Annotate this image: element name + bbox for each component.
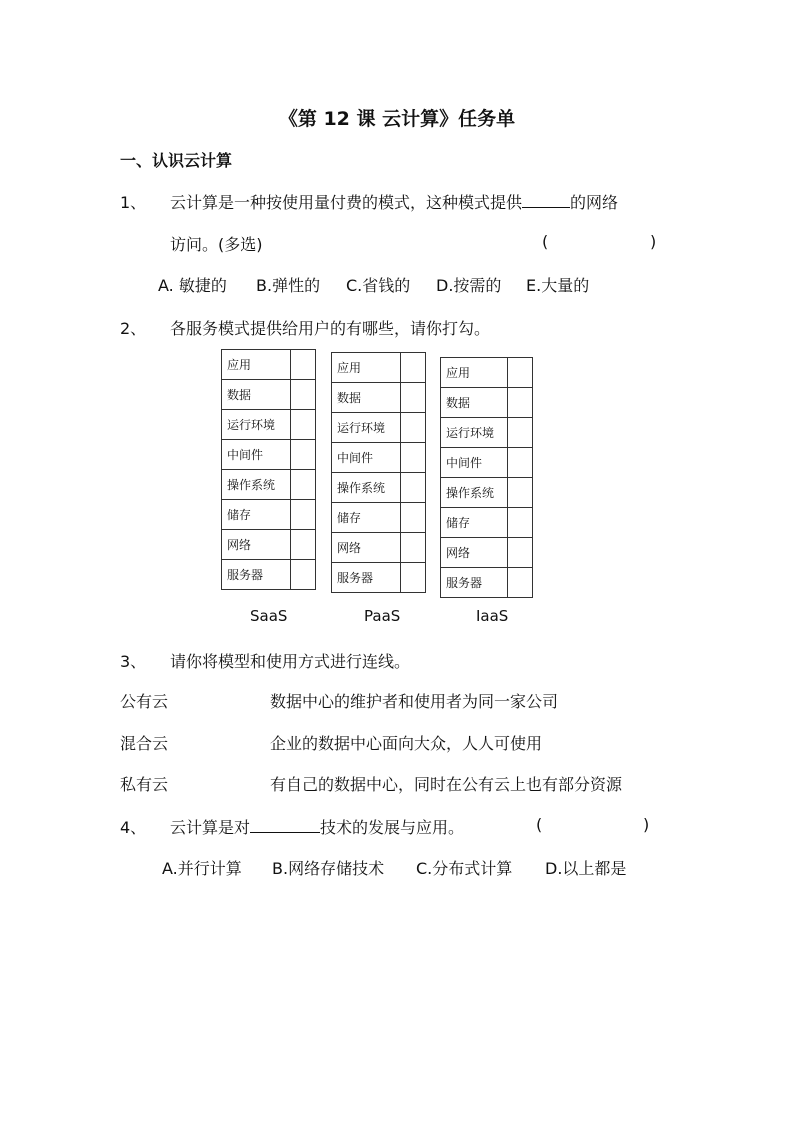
row-label: 储存 xyxy=(222,500,291,530)
q1-option-a[interactable]: A. 敏捷的 xyxy=(158,276,227,295)
check-cell[interactable] xyxy=(401,473,426,503)
row-label: 网络 xyxy=(332,533,401,563)
table-row xyxy=(441,448,533,478)
check-cell[interactable] xyxy=(508,478,533,508)
q3-right-3[interactable]: 有自己的数据中心，同时在公有云上也有部分资源 xyxy=(270,775,623,794)
q1-text-a: 云计算是一种按使用量付费的模式，这种模式提供 xyxy=(170,193,523,212)
check-cell[interactable] xyxy=(291,350,316,380)
table-row xyxy=(441,358,533,388)
row-label: 操作系统 xyxy=(441,478,508,508)
check-cell[interactable] xyxy=(401,383,426,413)
q3-left-private[interactable]: 私有云 xyxy=(120,775,169,794)
check-cell[interactable] xyxy=(508,388,533,418)
check-cell[interactable] xyxy=(401,533,426,563)
check-cell[interactable] xyxy=(291,470,316,500)
q4-blank[interactable] xyxy=(250,818,320,833)
row-label: 操作系统 xyxy=(332,473,401,503)
row-label: 运行环境 xyxy=(332,413,401,443)
check-cell[interactable] xyxy=(508,508,533,538)
row-label: 应用 xyxy=(441,358,508,388)
q4-text-a: 云计算是对 xyxy=(170,818,251,837)
q1-answer-box[interactable] xyxy=(556,232,646,252)
iaas-table xyxy=(440,357,533,598)
q3-right-2[interactable]: 企业的数据中心面向大众，人人可使用 xyxy=(270,734,543,753)
q4-text-b: 技术的发展与应用。 xyxy=(320,818,465,837)
q2-question: 各服务模式提供给用户的有哪些，请你打勾。 xyxy=(170,319,491,338)
q4-option-a[interactable]: A.并行计算 xyxy=(162,859,242,878)
q1-text-b: 的网络 xyxy=(570,193,619,212)
row-label: 数据 xyxy=(441,388,508,418)
row-label: 数据 xyxy=(332,383,401,413)
table-row xyxy=(222,380,316,410)
row-label: 应用 xyxy=(222,350,291,380)
table-row xyxy=(222,350,316,380)
table-row xyxy=(332,563,426,593)
table-row xyxy=(332,443,426,473)
check-cell[interactable] xyxy=(291,380,316,410)
saas-label: SaaS xyxy=(250,607,288,625)
row-label: 中间件 xyxy=(332,443,401,473)
q1-option-c[interactable]: C.省钱的 xyxy=(346,276,411,295)
paas-label: PaaS xyxy=(364,607,401,625)
q4-question xyxy=(170,815,464,838)
check-cell[interactable] xyxy=(291,410,316,440)
check-cell[interactable] xyxy=(508,538,533,568)
check-cell[interactable] xyxy=(291,440,316,470)
table-row xyxy=(222,410,316,440)
table-row xyxy=(332,503,426,533)
table-row xyxy=(441,478,533,508)
table-row xyxy=(222,560,316,590)
q4-option-b[interactable]: B.网络存储技术 xyxy=(272,859,385,878)
table-row xyxy=(441,418,533,448)
check-cell[interactable] xyxy=(291,560,316,590)
row-label: 运行环境 xyxy=(222,410,291,440)
table-row xyxy=(441,538,533,568)
row-label: 网络 xyxy=(441,538,508,568)
row-label: 服务器 xyxy=(441,568,508,598)
check-cell[interactable] xyxy=(401,353,426,383)
table-row xyxy=(441,508,533,538)
row-label: 运行环境 xyxy=(441,418,508,448)
table-row xyxy=(332,413,426,443)
check-cell[interactable] xyxy=(401,503,426,533)
row-label: 服务器 xyxy=(332,563,401,593)
q4-paren-open: ( xyxy=(536,815,543,834)
q4-answer-box[interactable] xyxy=(550,815,640,835)
check-cell[interactable] xyxy=(508,568,533,598)
q4-option-c[interactable]: C.分布式计算 xyxy=(416,859,513,878)
row-label: 储存 xyxy=(332,503,401,533)
q4-number: 4、 xyxy=(120,818,147,837)
row-label: 应用 xyxy=(332,353,401,383)
saas-table xyxy=(221,349,316,590)
q1-number: 1、 xyxy=(120,193,147,212)
check-cell[interactable] xyxy=(291,530,316,560)
paas-table xyxy=(331,352,426,593)
q4-option-d[interactable]: D.以上都是 xyxy=(545,859,627,878)
q1-option-d[interactable]: D.按需的 xyxy=(436,276,502,295)
check-cell[interactable] xyxy=(508,418,533,448)
table-row xyxy=(332,353,426,383)
iaas-label: IaaS xyxy=(476,607,509,625)
table-row xyxy=(222,470,316,500)
check-cell[interactable] xyxy=(401,563,426,593)
q1-option-e[interactable]: E.大量的 xyxy=(526,276,590,295)
q2-number: 2、 xyxy=(120,319,147,338)
q3-left-hybrid[interactable]: 混合云 xyxy=(120,734,169,753)
section-heading: 一、认识云计算 xyxy=(120,151,233,170)
q1-question xyxy=(170,190,618,213)
row-label: 服务器 xyxy=(222,560,291,590)
row-label: 中间件 xyxy=(441,448,508,478)
q1-blank[interactable] xyxy=(522,193,570,208)
table-row xyxy=(332,533,426,563)
q3-number: 3、 xyxy=(120,652,147,671)
table-row xyxy=(441,388,533,418)
q3-right-1[interactable]: 数据中心的维护者和使用者为同一家公司 xyxy=(270,692,559,711)
q3-left-public[interactable]: 公有云 xyxy=(120,692,169,711)
q1-paren-open: ( xyxy=(542,232,549,251)
check-cell[interactable] xyxy=(291,500,316,530)
check-cell[interactable] xyxy=(508,358,533,388)
check-cell[interactable] xyxy=(508,448,533,478)
row-label: 操作系统 xyxy=(222,470,291,500)
check-cell[interactable] xyxy=(401,443,426,473)
row-label: 储存 xyxy=(441,508,508,538)
row-label: 数据 xyxy=(222,380,291,410)
q1-text-c: 访问。(多选) xyxy=(170,235,263,254)
table-row xyxy=(332,473,426,503)
q1-paren-close: ) xyxy=(650,232,657,251)
row-label: 中间件 xyxy=(222,440,291,470)
q1-option-b[interactable]: B.弹性的 xyxy=(256,276,321,295)
check-cell[interactable] xyxy=(401,413,426,443)
table-row xyxy=(222,530,316,560)
row-label: 网络 xyxy=(222,530,291,560)
q3-question: 请你将模型和使用方式进行连线。 xyxy=(170,652,411,671)
q4-paren-close: ) xyxy=(643,815,650,834)
table-row xyxy=(222,440,316,470)
table-row xyxy=(441,568,533,598)
table-row xyxy=(222,500,316,530)
page-title: 《第 12 课 云计算》任务单 xyxy=(278,108,516,130)
table-row xyxy=(332,383,426,413)
